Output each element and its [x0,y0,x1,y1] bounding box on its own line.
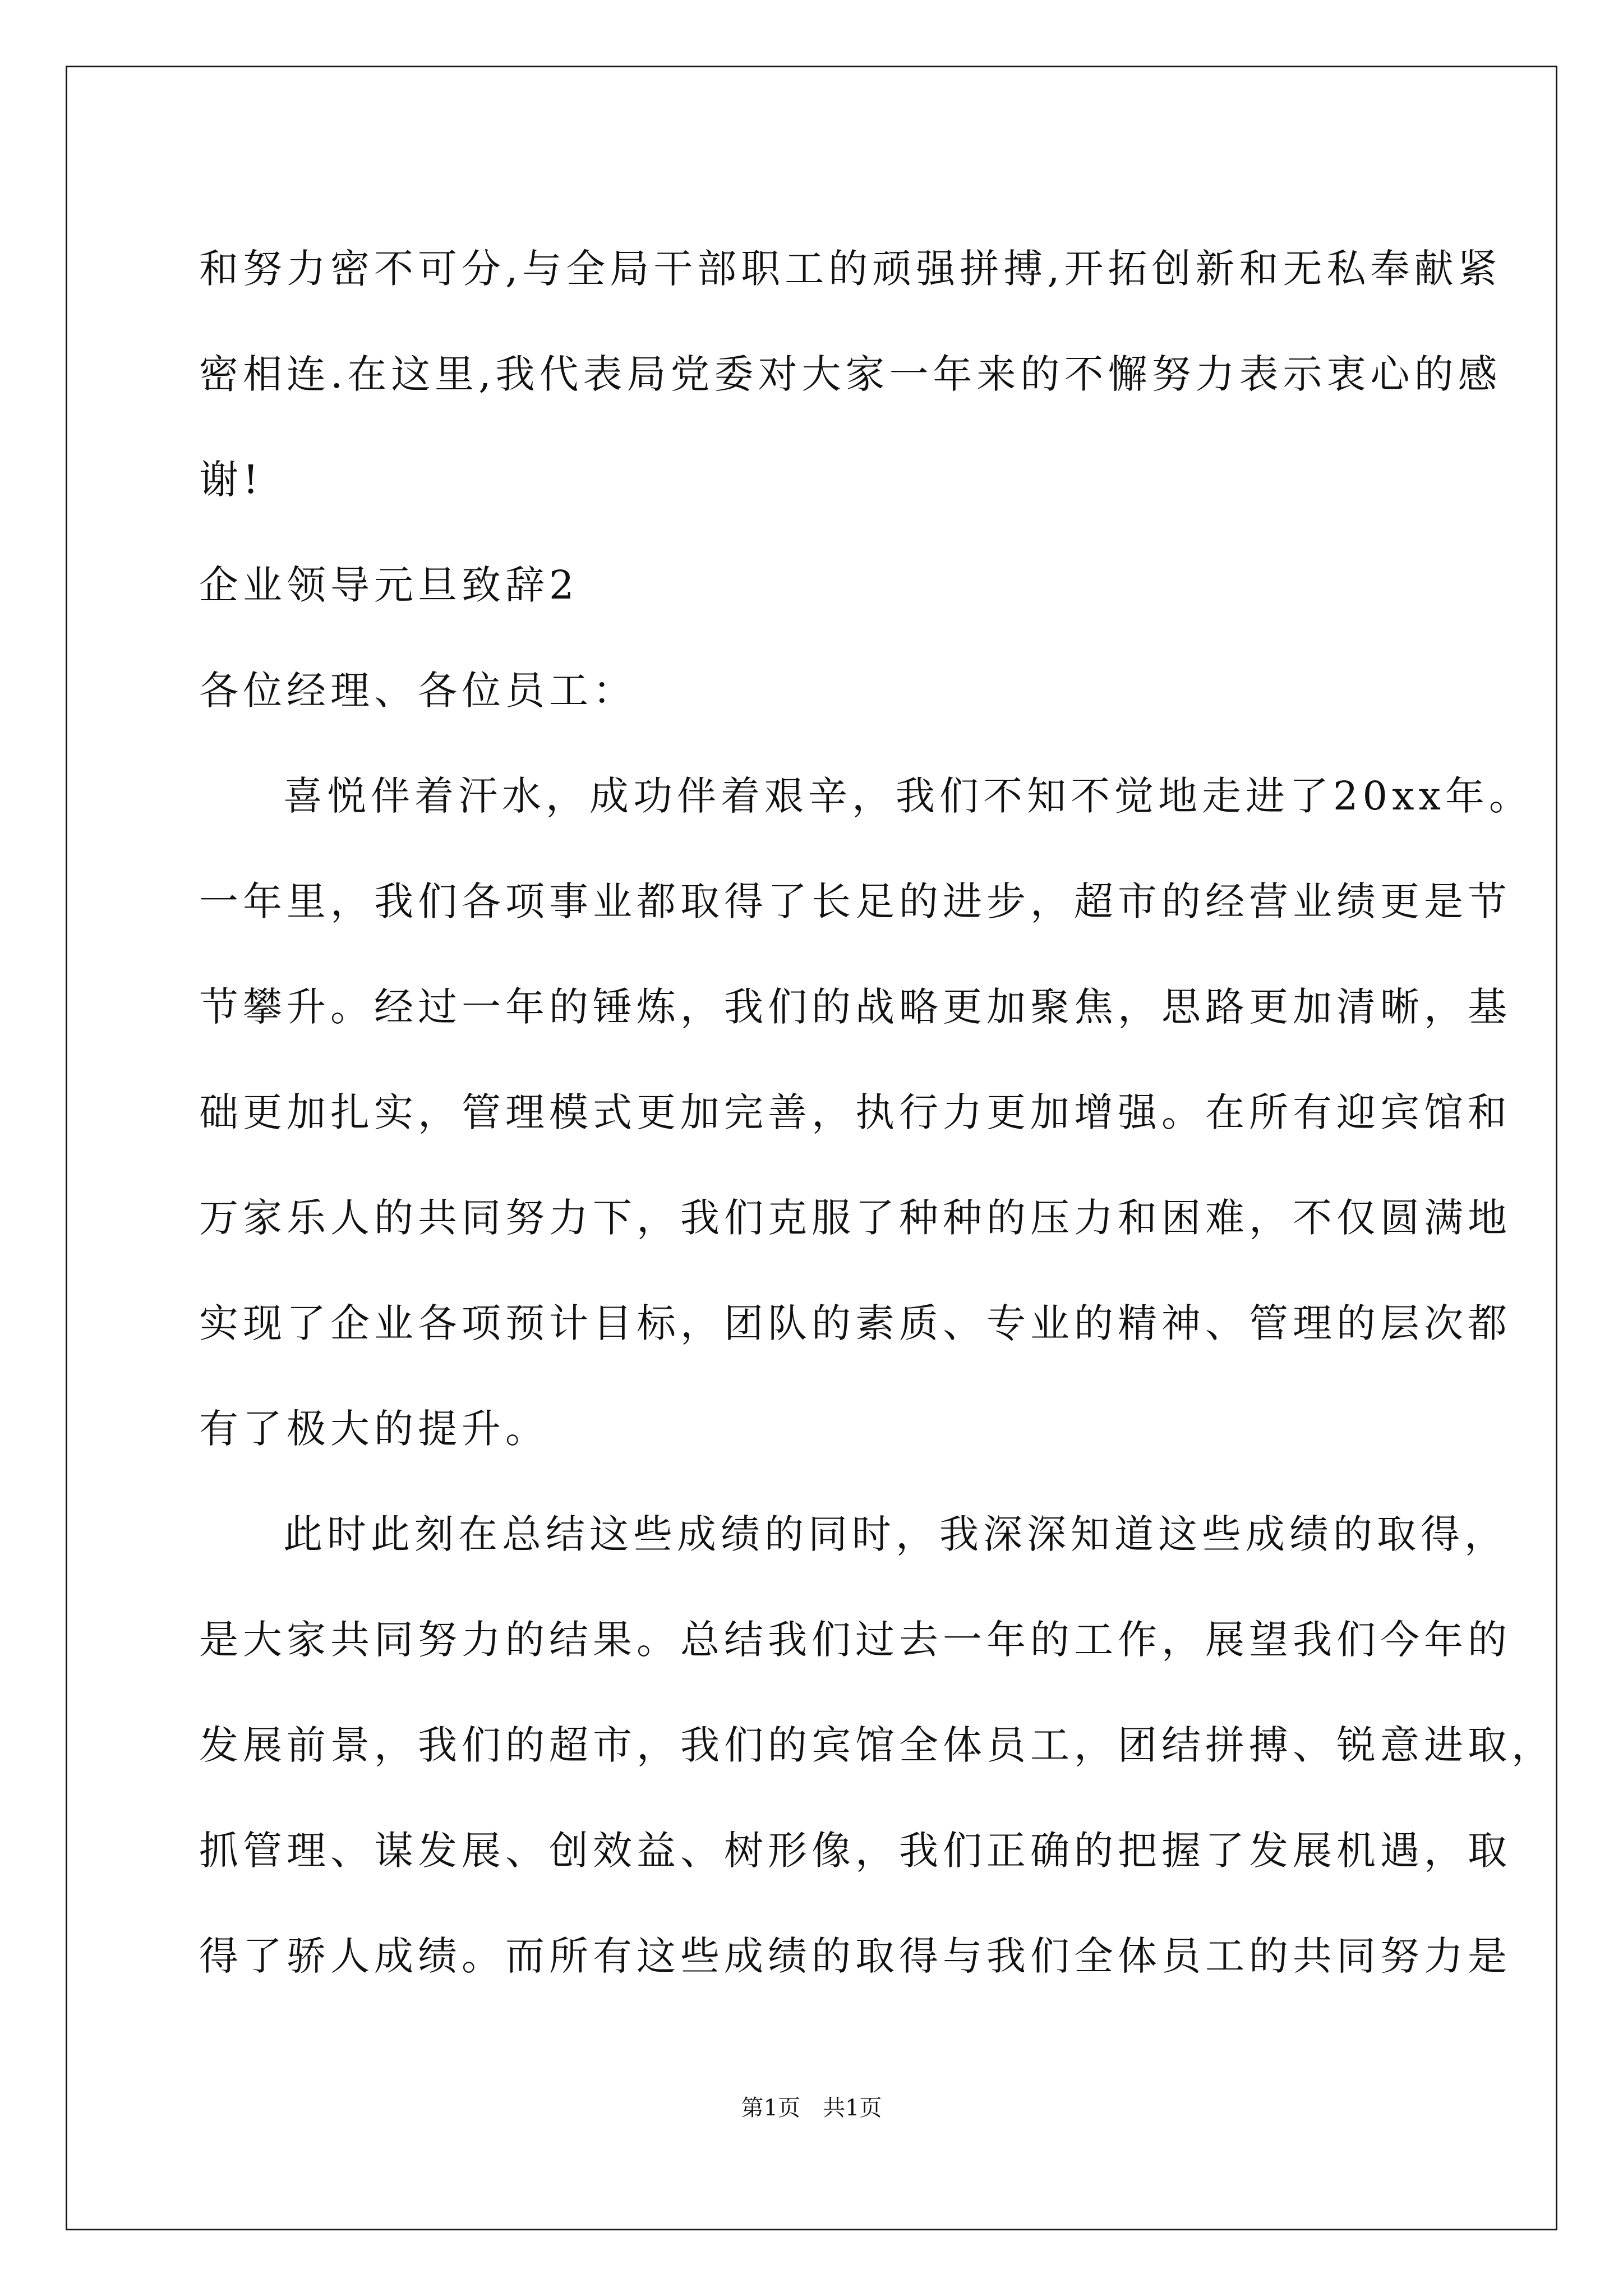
text-line: 是大家共同努力的结果。总结我们过去一年的工作，展望我们今年的 [199,1617,1511,1663]
text-line: 发展前景，我们的超市，我们的宾馆全体员工，团结拼搏、锐意进取， [199,1722,1555,1768]
text-line: 实现了企业各项预计目标，团队的素质、专业的精神、管理的层次都 [199,1300,1511,1346]
paragraph-start: 此时此刻在总结这些成绩的同时，我深深知道这些成绩的取得， [283,1511,1508,1557]
text-line: 密相连.在这里,我代表局党委对大家一年来的不懈努力表示衷心的感 [199,351,1502,397]
salutation: 各位经理、各位员工： [199,668,637,714]
text-line: 抓管理、谋发展、创效益、树形像，我们正确的把握了发展机遇，取 [199,1828,1511,1874]
text-line: 得了骄人成绩。而所有这些成绩的取得与我们全体员工的共同努力是 [199,1933,1511,1979]
page-footer [0,2091,1623,2125]
text-line: 一年里，我们各项事业都取得了长足的进步，超市的经营业绩更是节 [199,878,1511,924]
text-line: 万家乐人的共同努力下，我们克服了种种的压力和困难，不仅圆满地 [199,1195,1511,1241]
section-heading: 企业领导元旦致辞2 [199,562,579,608]
text-line: 有了极大的提升。 [199,1406,549,1452]
document-body [199,216,1555,2009]
page-number-total: 共1页 [823,2095,882,2121]
text-line: 和努力密不可分,与全局干部职工的顽强拼搏,开拓创新和无私奉献紧 [199,246,1502,292]
text-line: 础更加扎实，管理模式更加完善，执行力更加增强。在所有迎宾馆和 [199,1089,1511,1135]
text-line: 谢! [199,457,264,503]
paragraph-start: 喜悦伴着汗水，成功伴着艰辛，我们不知不觉地走进了20xx年。 [283,773,1533,819]
text-line: 节攀升。经过一年的锤炼，我们的战略更加聚焦，思路更加清晰，基 [199,984,1511,1030]
page-number-current: 第1页 [741,2095,800,2121]
